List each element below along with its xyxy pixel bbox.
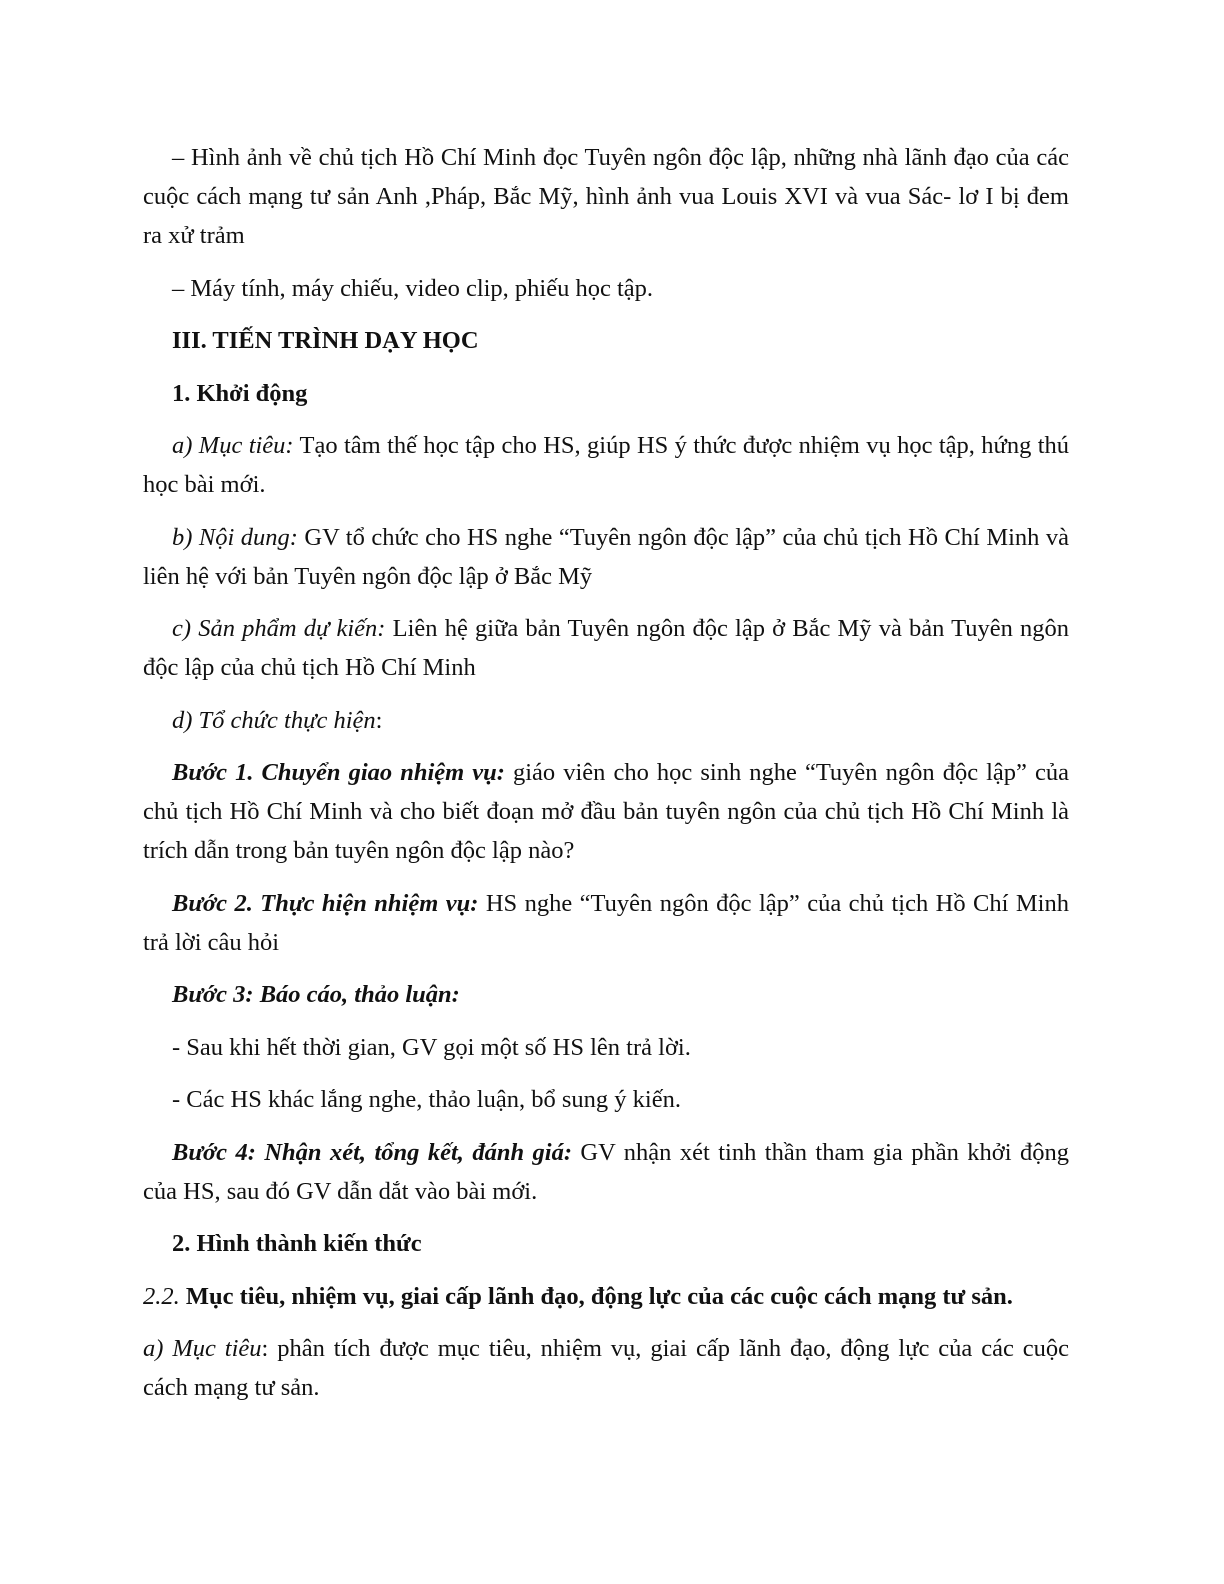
step2-label: Bước 2. Thực hiện nhiệm vụ: [172, 889, 479, 917]
subsection-title: Mục tiêu, nhiệm vụ, giai cấp lãnh đạo, động lực của các cuộc cách mạng tư sản. [179, 1282, 1013, 1310]
resource-images-paragraph: – Hình ảnh về chủ tịch Hồ Chí Minh đọc Tuyên ngôn độc lập, những nhà lãnh đạo của các cuộc cách mạng tư sản Anh ,Pháp, Bắc Mỹ, hình ảnh vua Louis XVI và vua Sác- lơ I bị đem ra xử trảm [143, 144, 1069, 249]
step3-paragraph [143, 975, 1069, 1014]
step4-text: GV nhận xét tinh thần tham gia phần khởi động của HS, sau đó GV dẫn dắt vào bài mới. [143, 1138, 1069, 1205]
step3-bullet: - Các HS khác lắng nghe, thảo luận, bổ sung ý kiến. [172, 1086, 681, 1113]
content-label: b) Nội dung: [172, 523, 298, 551]
part2-objective-text: : phân tích được mục tiêu, nhiệm vụ, giai cấp lãnh đạo, động lực của các cuộc cách mạng tư sản. [143, 1335, 1069, 1401]
content-text: GV tổ chức cho HS nghe “Tuyên ngôn độc lập” của chủ tịch Hồ Chí Minh và liên hệ với bản Tuyên ngôn độc lập ở Bắc Mỹ [143, 523, 1070, 590]
part1-content-paragraph [143, 518, 1069, 596]
resource-equipment-paragraph: – Máy tính, máy chiếu, video clip, phiếu học tập. [172, 274, 654, 302]
step1-text: giáo viên cho học sinh nghe “Tuyên ngôn độc lập” của chủ tịch Hồ Chí Minh và cho biết đoạn mở đầu bản tuyên ngôn của chủ tịch Hồ Chí Minh là trích dẫn trong bản tuyên ngôn độc lập nào? [143, 759, 1069, 864]
step1-paragraph [143, 753, 1069, 870]
step4-paragraph [143, 1133, 1069, 1211]
part1-product-paragraph [143, 609, 1069, 687]
step3-bullet: - Sau khi hết thời gian, GV gọi một số HS lên trả lời. [172, 1033, 691, 1061]
step2-paragraph [143, 884, 1069, 962]
step4-label: Bước 4: Nhận xét, tổng kết, đánh giá: [172, 1138, 572, 1166]
subsection-number: 2.2. [143, 1282, 180, 1310]
objective-label: a) Mục tiêu: [172, 432, 294, 459]
organization-suffix: : [375, 706, 383, 734]
step1-label: Bước 1. Chuyển giao nhiệm vụ: [172, 759, 505, 786]
product-label: c) Sản phẩm dự kiến: [172, 615, 386, 642]
document-body [143, 138, 1069, 1421]
objective-text: Tạo tâm thế học tập cho HS, giúp HS ý thức được nhiệm vụ học tập, hứng thú học bài mới. [143, 432, 1069, 498]
part2-objective-label: a) Mục tiêu [143, 1335, 262, 1362]
part2-objective-paragraph [143, 1329, 1069, 1407]
step2-text: HS nghe “Tuyên ngôn độc lập” của chủ tịch Hồ Chí Minh trả lời câu hỏi [143, 889, 1069, 956]
part1-objective-paragraph [143, 426, 1069, 504]
part1-organization-paragraph [143, 701, 1069, 740]
part2-heading: 2. Hình thành kiến thức [172, 1230, 422, 1257]
part1-heading: 1. Khởi động [172, 379, 308, 407]
product-text: Liên hệ giữa bản Tuyên ngôn độc lập ở Bắc Mỹ và bản Tuyên ngôn độc lập của chủ tịch Hồ Chí Minh [143, 615, 1069, 681]
step3-label: Bước 3: Báo cáo, thảo luận: [172, 981, 460, 1008]
subsection-heading [143, 1277, 1069, 1316]
organization-label: d) Tổ chức thực hiện [172, 706, 376, 734]
section-heading: III. TIẾN TRÌNH DẠY HỌC [172, 327, 479, 354]
